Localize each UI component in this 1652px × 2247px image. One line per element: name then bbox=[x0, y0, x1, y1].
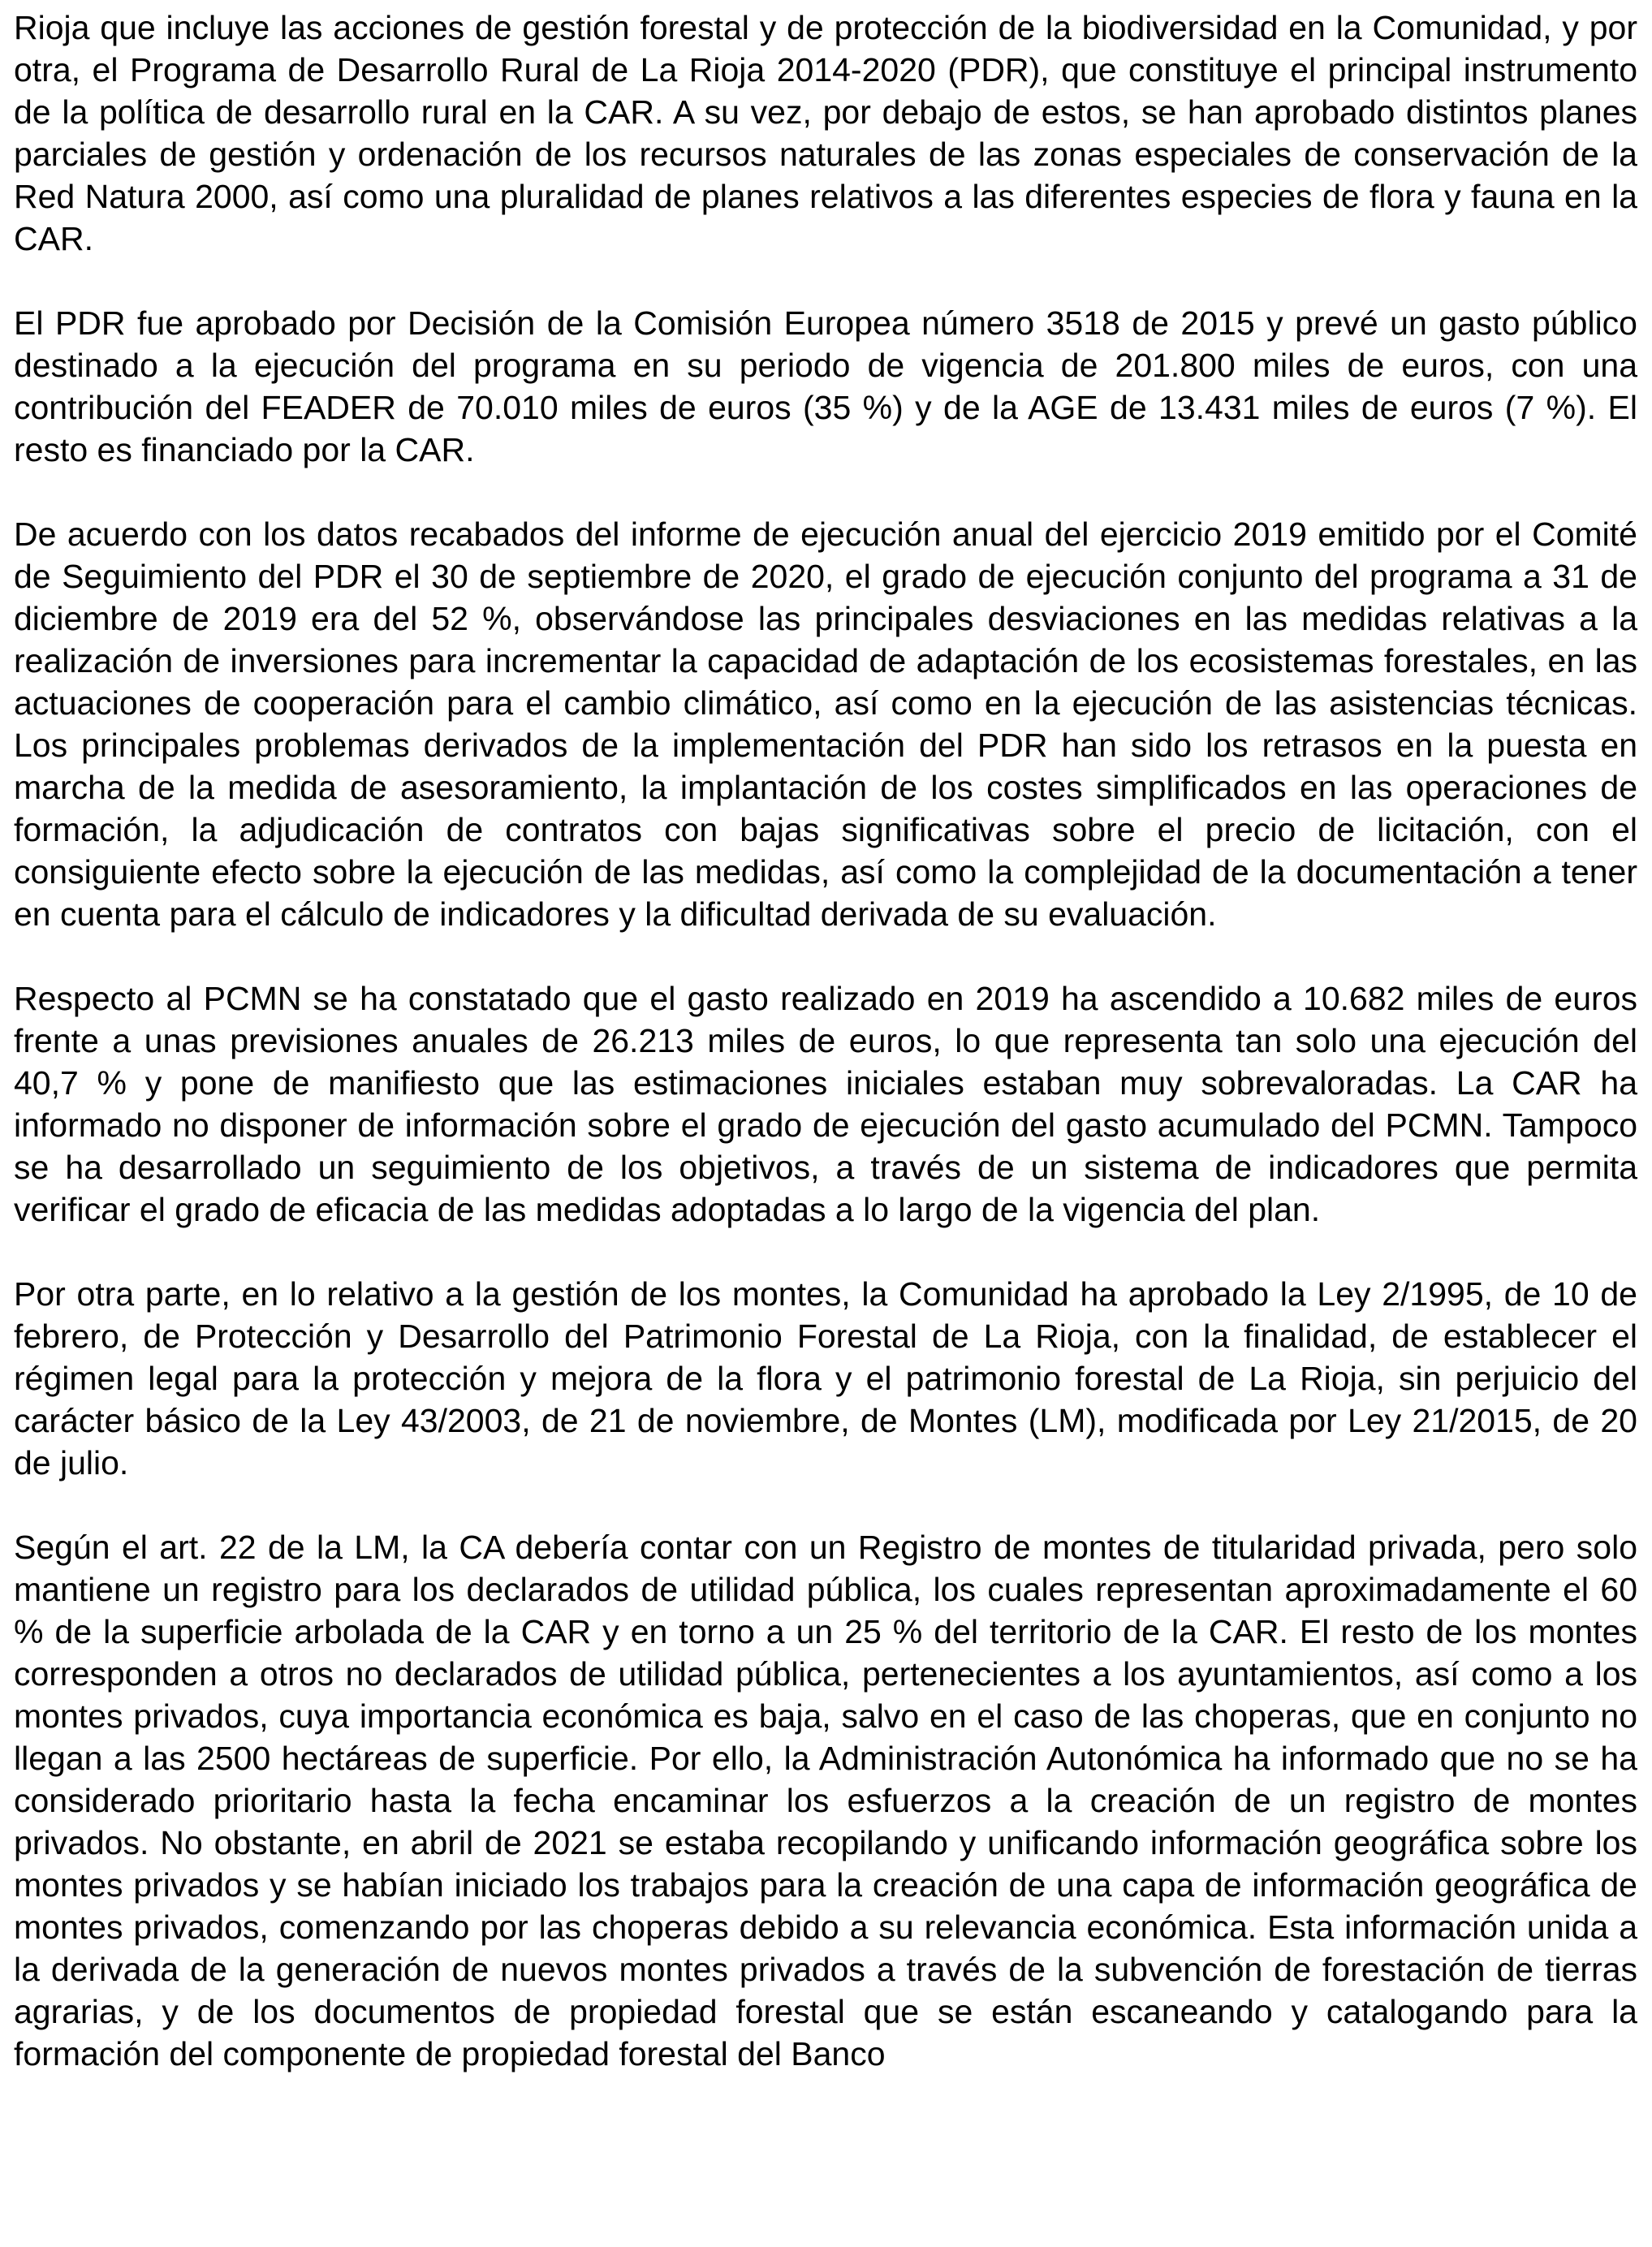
paragraph-pdr-funding: El PDR fue aprobado por Decisión de la Comisión Europea número 3518 de 2015 y prevé un gasto público destinado a la ejecución del programa en su periodo de vigencia de 201.800 miles de euros, con una contribución del FEADER de 70.010 miles de euros (35 %) y de la AGE de 13.431 miles de euros (7 %). El resto es financiado por la CAR. bbox=[14, 304, 1637, 468]
document-body bbox=[14, 6, 1637, 2075]
paragraph-pdr-context: Rioja que incluye las acciones de gestión forestal y de protección de la biodiversidad en la Comunidad, y por otra, el Programa de Desarrollo Rural de La Rioja 2014-2020 (PDR), que constituye el principal instrumento de la política de desarrollo rural en la CAR. A su vez, por debajo de estos, se han aprobado distintos planes parciales de gestión y ordenación de los recursos naturales de las zonas especiales de conservación de la Red Natura 2000, así como una pluralidad de planes relativos a las diferentes especies de flora y fauna en la CAR. bbox=[14, 9, 1637, 257]
paragraph-pcmn: Respecto al PCMN se ha constatado que el gasto realizado en 2019 ha ascendido a 10.682 miles de euros frente a unas previsiones anuales de 26.213 miles de euros, lo que representa tan solo una ejecución del 40,7 % y pone de manifiesto que las estimaciones iniciales estaban muy sobrevaloradas. La CAR ha informado no disponer de información sobre el grado de ejecución del gasto acumulado del PCMN. Tampoco se ha desarrollado un seguimiento de los objetivos, a través de un sistema de indicadores que permita verificar el grado de eficacia de las medidas adoptadas a lo largo de la vigencia del plan. bbox=[14, 980, 1637, 1228]
paragraph-montes-law: Por otra parte, en lo relativo a la gestión de los montes, la Comunidad ha aprobado la Ley 2/1995, de 10 de febrero, de Protección y Desarrollo del Patrimonio Forestal de La Rioja, con la finalidad, de establecer el régimen legal para la protección y mejora de la flora y el patrimonio forestal de La Rioja, sin perjuicio del carácter básico de la Ley 43/2003, de 21 de noviembre, de Montes (LM), modificada por Ley 21/2015, de 20 de julio. bbox=[14, 1275, 1637, 1481]
paragraph-montes-registry: Según el art. 22 de la LM, la CA debería contar con un Registro de montes de titularidad privada, pero solo mantiene un registro para los declarados de utilidad pública, los cuales representan aproximadamente el 60 % de la superficie arbolada de la CAR y en torno a un 25 % del territorio de la CAR. El resto de los montes corresponden a otros no declarados de utilidad pública, pertenecientes a los ayuntamientos, así como a los montes privados, cuya importancia económica es baja, salvo en el caso de las choperas, que en conjunto no llegan a las 2500 hectáreas de superficie. Por ello, la Administración Autonómica ha informado que no se ha considerado prioritario hasta la fecha encaminar los esfuerzos a la creación de un registro de montes privados. No obstante, en abril de 2021 se estaba recopilando y unificando información geográfica sobre los montes privados y se habían iniciado los trabajos para la creación de una capa de información geográfica de montes privados, comenzando por las choperas debido a su relevancia económica. Esta información unida a la derivada de la generación de nuevos montes privados a través de la subvención de forestación de tierras agrarias, y de los documentos de propiedad forestal que se están escaneando y catalogando para la formación del componente de propiedad forestal del Banco bbox=[14, 1529, 1637, 2072]
paragraph-pdr-execution: De acuerdo con los datos recabados del informe de ejecución anual del ejercicio 2019 emitido por el Comité de Seguimiento del PDR el 30 de septiembre de 2020, el grado de ejecución conjunto del programa a 31 de diciembre de 2019 era del 52 %, observándose las principales desviaciones en las medidas relativas a la realización de inversiones para incrementar la capacidad de adaptación de los ecosistemas forestales, en las actuaciones de cooperación para el cambio climático, así como en la ejecución de las asistencias técnicas. Los principales problemas derivados de la implementación del PDR han sido los retrasos en la puesta en marcha de la medida de asesoramiento, la implantación de los costes simplificados en las operaciones de formación, la adjudicación de contratos con bajas significativas sobre el precio de licitación, con el consiguiente efecto sobre la ejecución de las medidas, así como la complejidad de la documentación a tener en cuenta para el cálculo de indicadores y la dificultad derivada de su evaluación. bbox=[14, 515, 1637, 933]
